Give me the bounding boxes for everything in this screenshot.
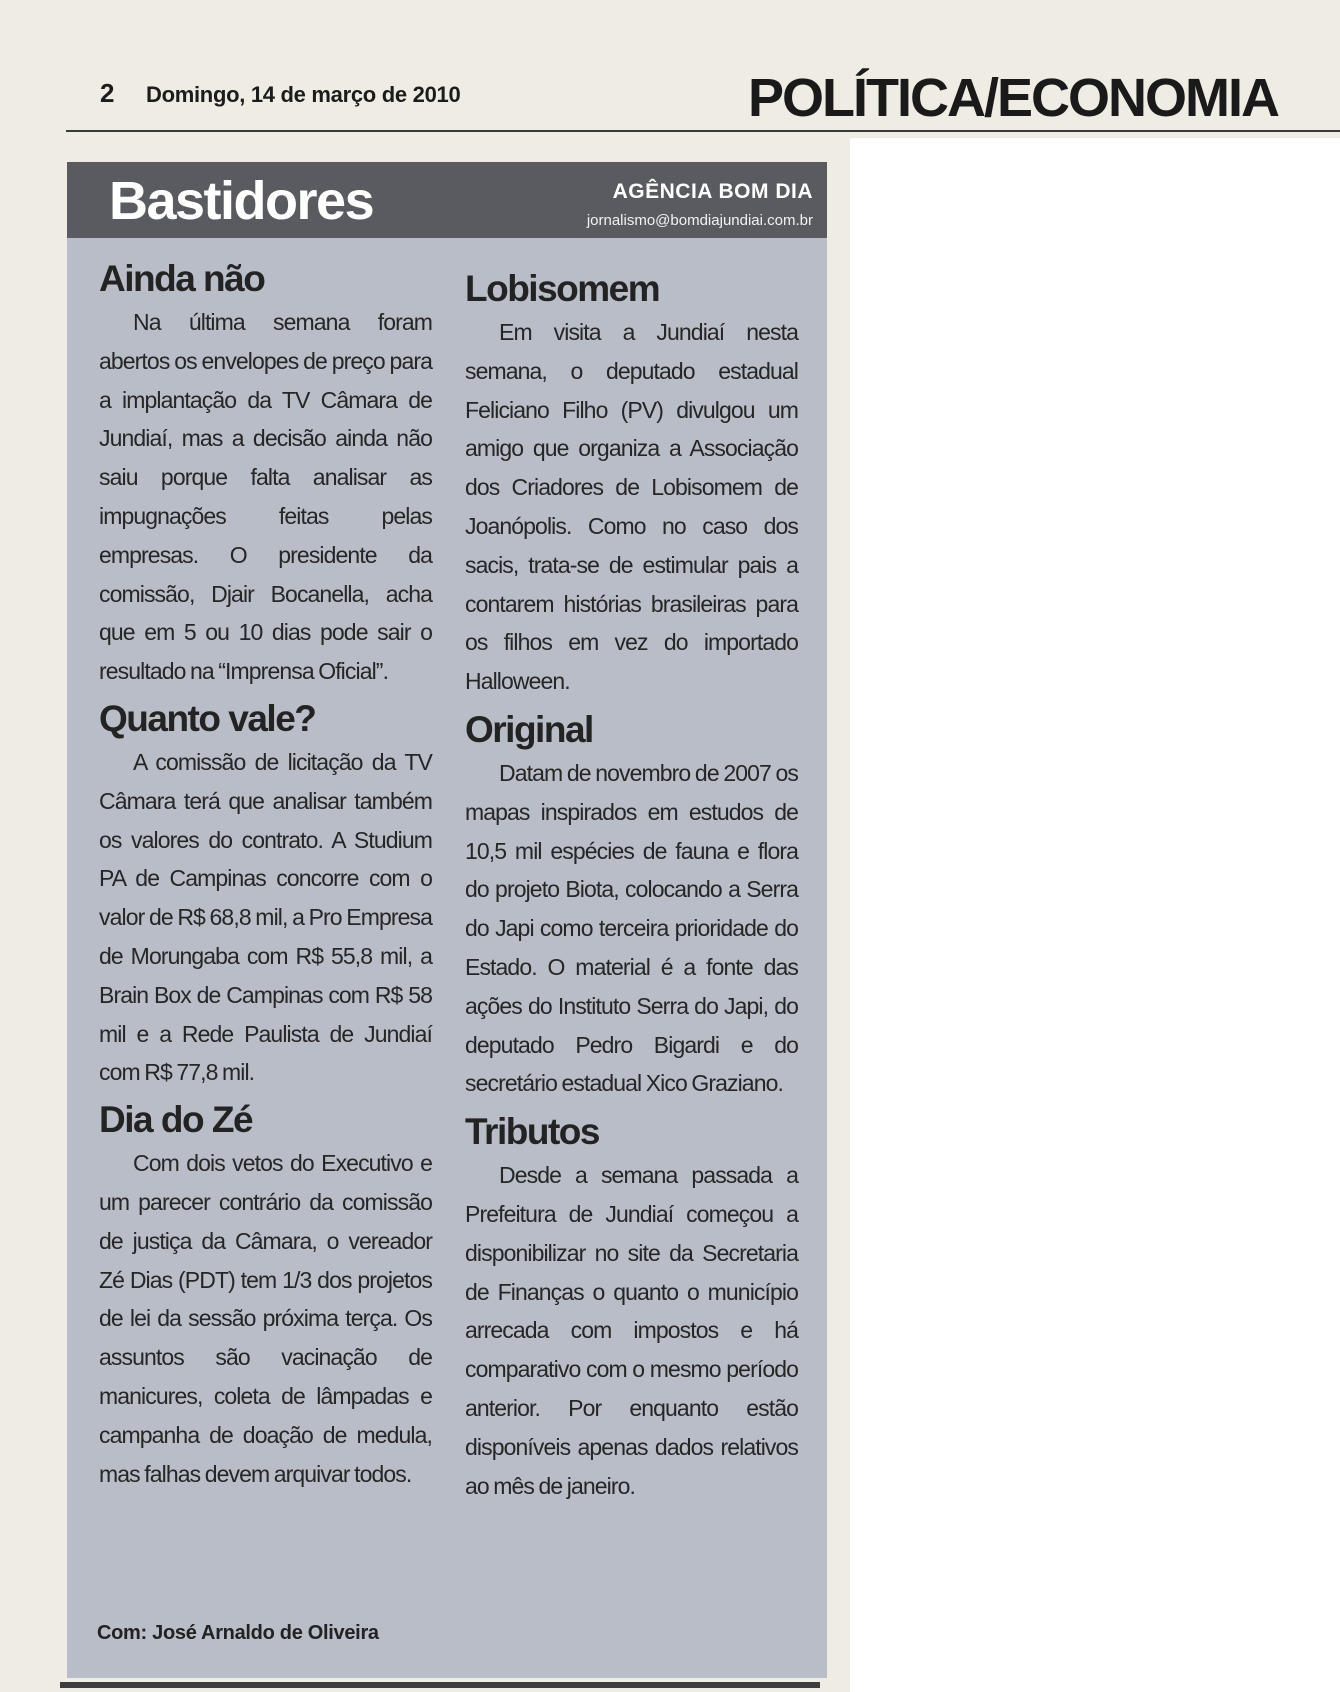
article-body: A comissão de licitação da TV Câmara terá que analisar também os valores do contrato. A Studium PA de Campinas concorre com o valor de R$ 68,8 mil, a Pro Empresa de Morungaba com R$ 55,8 mil, a Brain Box de Campinas com R$ 58 mil e a Rede Paulista de Jundiaí com R$ 77,8 mil. (99, 748, 432, 1086)
article-heading: Original (465, 708, 593, 750)
agency-name: AGÊNCIA BOM DIA (612, 180, 813, 203)
article-tributos (465, 1111, 798, 1505)
article-lobisomem (465, 268, 798, 701)
article-original (465, 709, 798, 1103)
column-title: Bastidores (109, 171, 374, 231)
blank-margin (850, 138, 1340, 1692)
article-heading: Ainda não (99, 258, 265, 299)
article-heading: Lobisomem (465, 268, 660, 309)
section-title: POLÍTICA/ECONOMIA (748, 68, 1278, 128)
article-body: Desde a semana passada a Prefeitura de Jundiaí começou a disponibilizar no site da Secretaria de Finanças o quanto o município arrecada com impostos e há comparativo com o mesmo período anterior. Por enquanto estão disponíveis apenas dados relativos ao mês de janeiro. (465, 1162, 798, 1499)
issue-date: Domingo, 14 de março de 2010 (146, 82, 461, 107)
contact-email: jornalismo@bomdiajundiai.com.br (586, 212, 813, 229)
page-number: 2 (100, 78, 115, 108)
article-ainda-nao (99, 258, 432, 691)
article-heading: Quanto vale? (99, 697, 316, 739)
article-body: Com dois vetos do Executivo e um parecer contrário da comissão de justiça da Câmara, o vereador Zé Dias (PDT) tem 1/3 dos projetos de lei da sessão próxima terça. Os assuntos são vacinação de manicures, coleta de lâmpadas e campanha de doação de medula, mas falhas devem arquivar todos. (99, 1150, 432, 1487)
article-dia-do-ze (99, 1099, 432, 1493)
left-text-column (99, 258, 432, 1493)
article-heading: Tributos (465, 1111, 599, 1153)
article-body: Em visita a Jundiaí nesta semana, o deputado estadual Feliciano Filho (PV) divulgou um amigo que organiza a Associação dos Criadores de Lobisomem de Joanópolis. Como no caso dos sacis, trata-se de estimular pais a contarem histórias brasileiras para os filhos em vez do importado Halloween. (465, 319, 798, 695)
masthead-rule (66, 130, 1340, 132)
bastidores-column (67, 162, 827, 1678)
column-header (67, 162, 827, 238)
article-body: Datam de novembro de 2007 os mapas inspirados em estudos de 10,5 mil espécies de fauna e flora do projeto Biota, colocando a Serra do Japi como terceira prioridade do Estado. O material é a fonte das ações do Instituto Serra do Japi, do deputado Pedro Bigardi e do secretário estadual Xico Graziano. (465, 759, 798, 1097)
bottom-rule (60, 1682, 820, 1688)
article-quanto-vale (99, 698, 432, 1092)
article-heading: Dia do Zé (99, 1099, 253, 1141)
article-body: Na última semana foram abertos os envelopes de preço para a implantação da TV Câmara de Jundiaí, mas a decisão ainda não saiu porque falta analisar as impugnações feitas pelas empresas. O presidente da comissão, Djair Bocanella, acha que em 5 ou 10 dias pode sair o resultado na “Imprensa Oficial”. (99, 309, 432, 685)
byline: Com: José Arnaldo de Oliveira (97, 1622, 379, 1644)
right-text-column (465, 268, 798, 1505)
